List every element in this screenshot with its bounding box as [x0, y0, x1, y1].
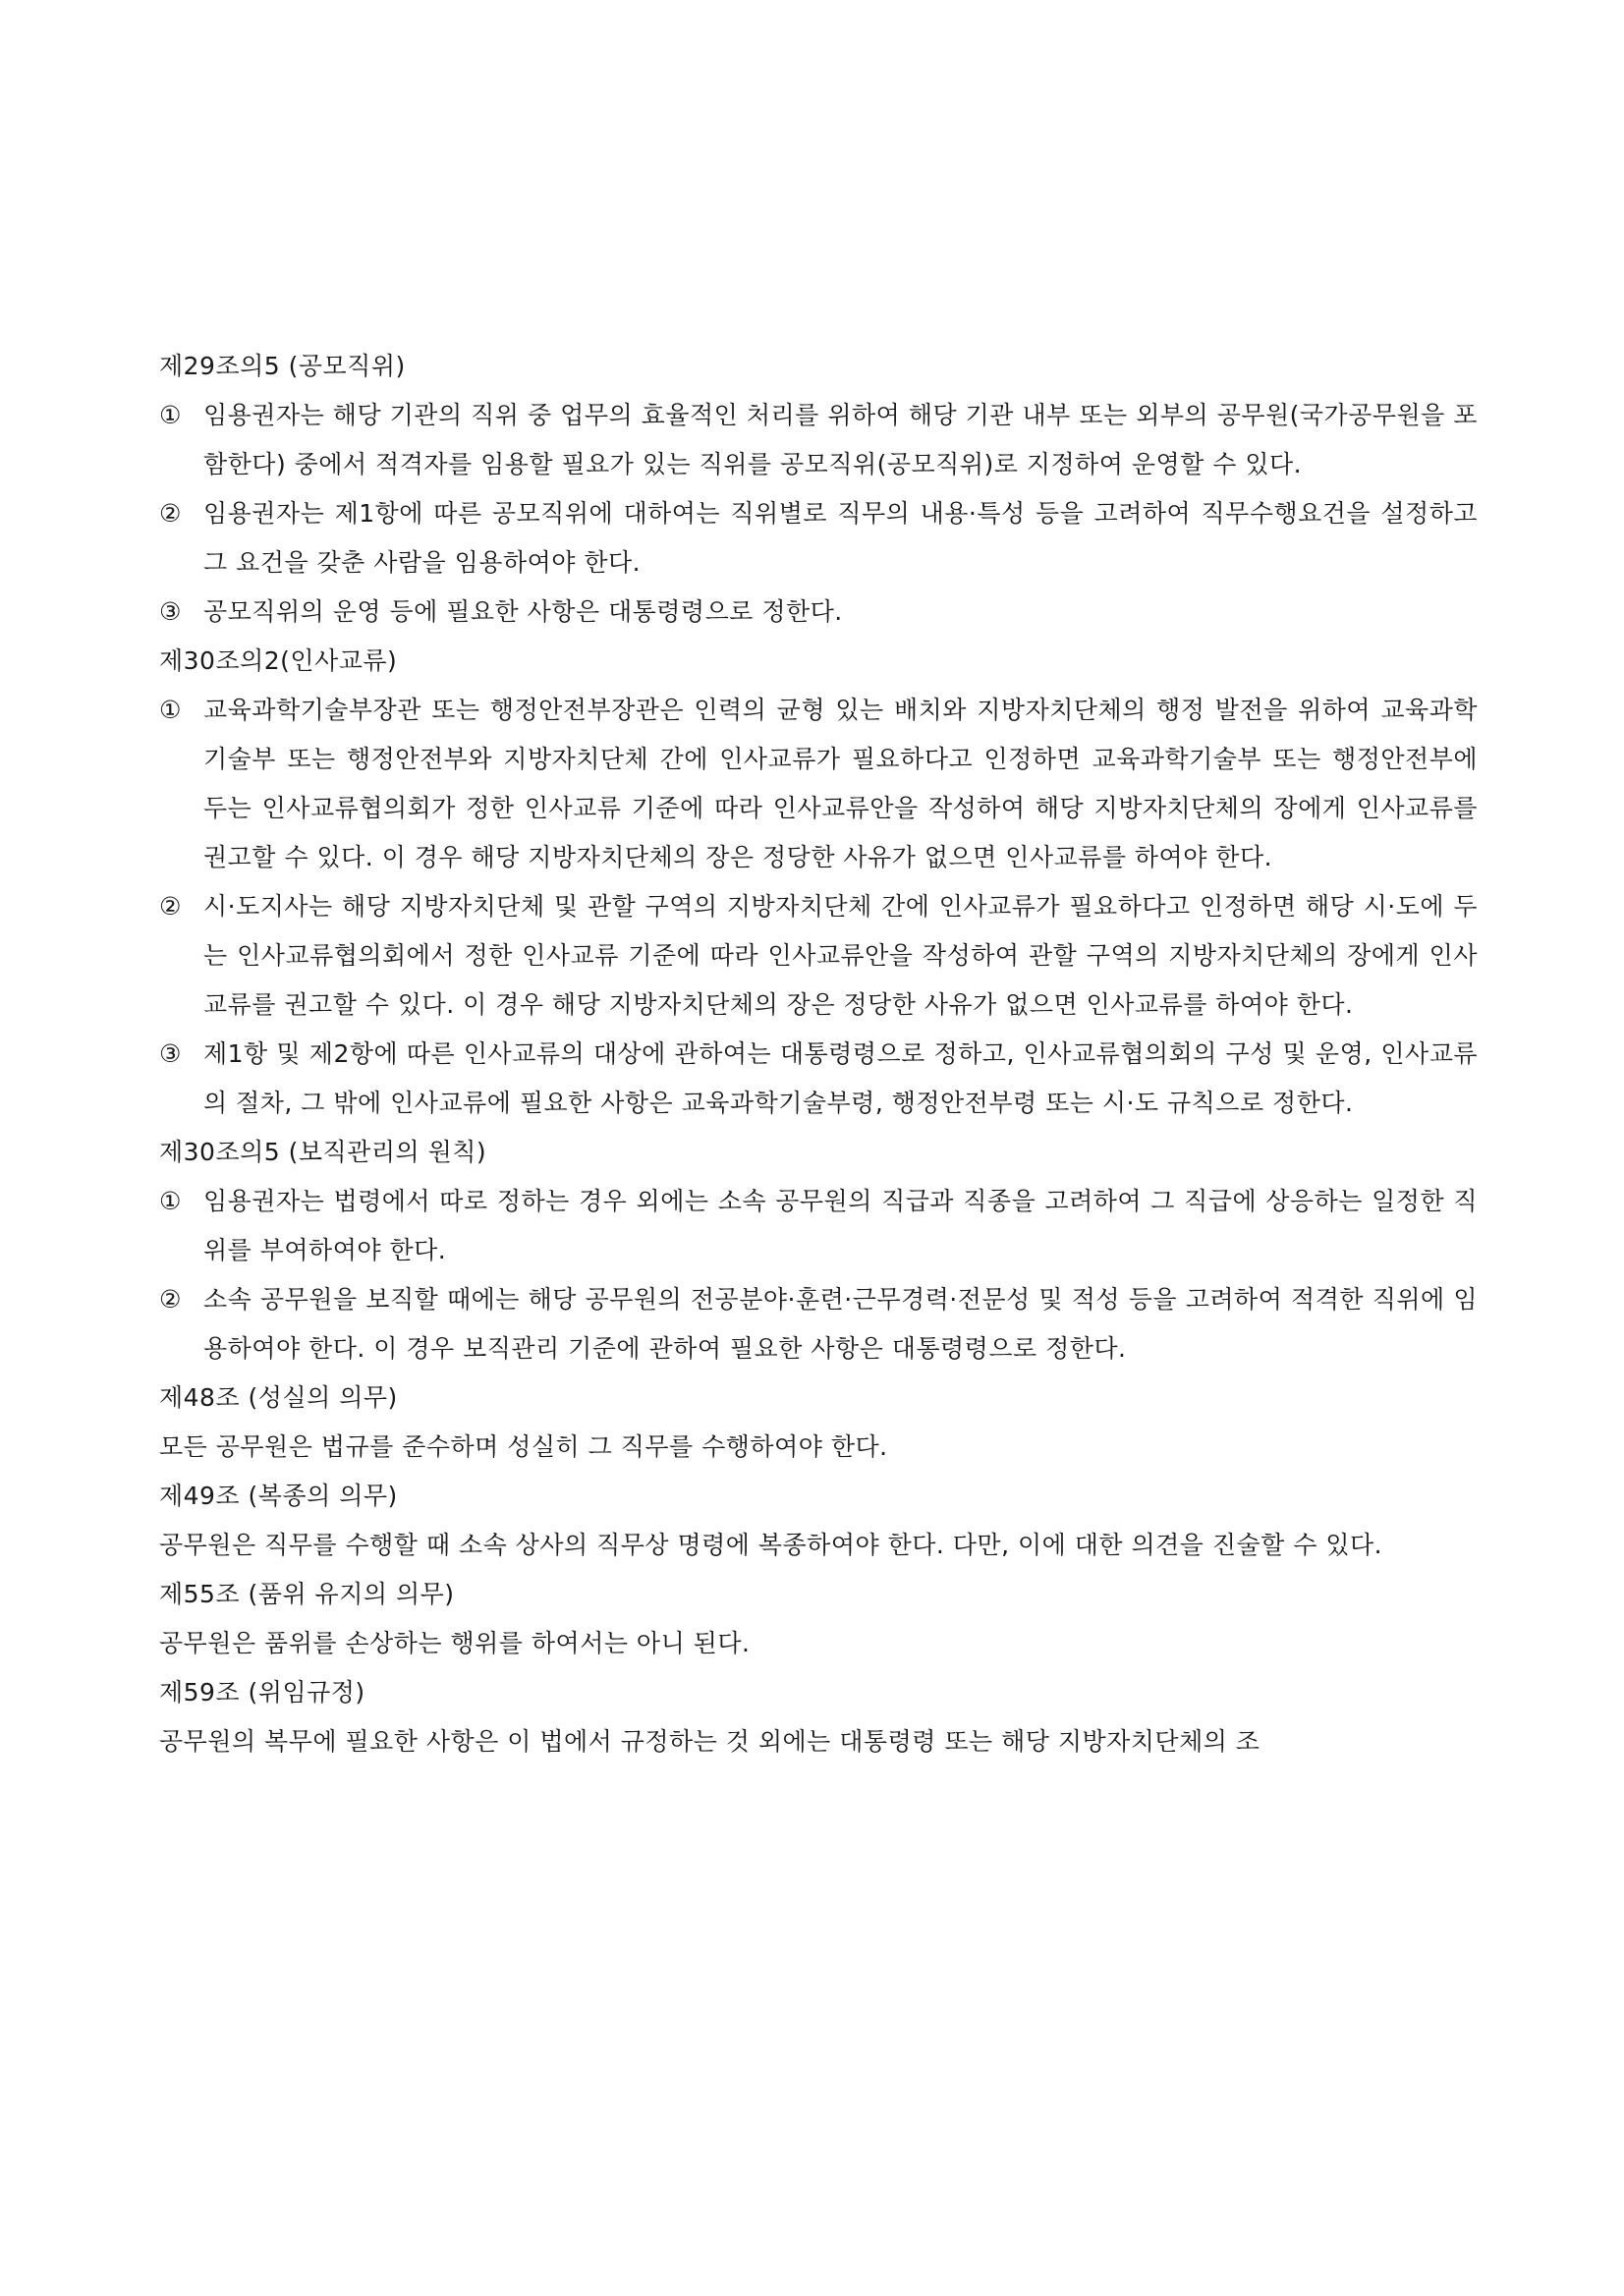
item-number: ② — [159, 1285, 182, 1314]
item-text: 임용권자는 제1항에 따른 공모직위에 대하여는 직위별로 직무의 내용·특성 등을 고려하여 직무수행요건을 설정하고 그 요건을 갖춘 사람을 임용하여야 한다. — [203, 499, 1478, 577]
article-item — [159, 1177, 1478, 1275]
item-text: 임용권자는 해당 기관의 직위 중 업무의 효율적인 처리를 위하여 해당 기관 내부 또는 외부의 공무원(국가공무원을 포함한다) 중에서 적격자를 임용할 필요가 있는 직위를 공모직위(공모직위)로 지정하여 운영할 수 있다. — [203, 401, 1478, 478]
item-number: ③ — [159, 597, 182, 626]
item-number: ① — [159, 696, 182, 724]
article-heading: 제59조 (위임규정) — [159, 1678, 365, 1707]
article-heading: 제48조 (성실의 의무) — [159, 1383, 398, 1412]
article-item — [159, 588, 1478, 637]
item-number: ② — [159, 499, 182, 528]
article-55 — [159, 1570, 1478, 1668]
article-item — [159, 1275, 1478, 1373]
article-30-5 — [159, 1128, 1478, 1373]
document-body — [159, 342, 1478, 1766]
item-text: 시·도지사는 해당 지방자치단체 및 관할 구역의 지방자치단체 간에 인사교류가 필요하다고 인정하면 해당 시·도에 두는 인사교류협의회에서 정한 인사교류 기준에 따라 인사교류안을 작성하여 관할 구역의 지방자치단체의 장에게 인사교류를 권고할 수 있다. 이 경우 해당 지방자치단체의 장은 정당한 사유가 없으면 인사교류를 하여야 한다. — [203, 892, 1478, 1019]
article-49 — [159, 1472, 1478, 1570]
item-text: 임용권자는 법령에서 따로 정하는 경우 외에는 소속 공무원의 직급과 직종을 고려하여 그 직급에 상응하는 일정한 직위를 부여하여야 한다. — [203, 1187, 1478, 1264]
article-body: 공무원의 복무에 필요한 사항은 이 법에서 규정하는 것 외에는 대통령령 또는 해당 지방자치단체의 조 — [159, 1727, 1260, 1756]
item-number: ① — [159, 401, 182, 429]
article-item — [159, 1030, 1478, 1128]
article-item — [159, 489, 1478, 588]
article-heading: 제49조 (복종의 의무) — [159, 1482, 398, 1510]
article-heading: 제55조 (품위 유지의 의무) — [159, 1580, 455, 1608]
article-item — [159, 882, 1478, 1030]
item-text: 소속 공무원을 보직할 때에는 해당 공무원의 전공분야·훈련·근무경력·전문성 및 적성 등을 고려하여 적격한 직위에 임용하여야 한다. 이 경우 보직관리 기준에 관하여 필요한 사항은 대통령령으로 정한다. — [203, 1285, 1478, 1363]
article-59 — [159, 1668, 1478, 1766]
article-29-5 — [159, 342, 1478, 637]
article-30-2 — [159, 637, 1478, 1128]
article-48 — [159, 1373, 1478, 1472]
item-number: ③ — [159, 1039, 182, 1068]
article-item — [159, 686, 1478, 882]
article-body: 모든 공무원은 법규를 준수하며 성실히 그 직무를 수행하여야 한다. — [159, 1432, 888, 1461]
item-text: 교육과학기술부장관 또는 행정안전부장관은 인력의 균형 있는 배치와 지방자치단체의 행정 발전을 위하여 교육과학기술부 또는 행정안전부와 지방자치단체 간에 인사교류가 필요하다고 인정하면 교육과학기술부 또는 행정안전부에 두는 인사교류협의회가 정한 인사교류 기준에 따라 인사교류안을 작성하여 해당 지방자치단체의 장에게 인사교류를 권고할 수 있다. 이 경우 해당 지방자치단체의 장은 정당한 사유가 없으면 인사교류를 하여야 한다. — [203, 696, 1479, 871]
item-number: ① — [159, 1187, 182, 1215]
article-body: 공무원은 품위를 손상하는 행위를 하여서는 아니 된다. — [159, 1629, 751, 1657]
item-text: 제1항 및 제2항에 따른 인사교류의 대상에 관하여는 대통령령으로 정하고, 인사교류협의회의 구성 및 운영, 인사교류의 절차, 그 밖에 인사교류에 필요한 사항은 교육과학기술부령, 행정안전부령 또는 시·도 규칙으로 정한다. — [203, 1039, 1478, 1117]
article-heading: 제30조의2(인사교류) — [159, 646, 398, 675]
article-body: 공무원은 직무를 수행할 때 소속 상사의 직무상 명령에 복종하여야 한다. 다만, 이에 대한 의견을 진술할 수 있다. — [159, 1531, 1383, 1559]
item-number: ② — [159, 892, 182, 921]
article-item — [159, 391, 1478, 489]
item-text: 공모직위의 운영 등에 필요한 사항은 대통령령으로 정한다. — [203, 597, 843, 626]
article-heading: 제29조의5 (공모직위) — [159, 352, 406, 380]
article-heading: 제30조의5 (보직관리의 원칙) — [159, 1138, 487, 1166]
